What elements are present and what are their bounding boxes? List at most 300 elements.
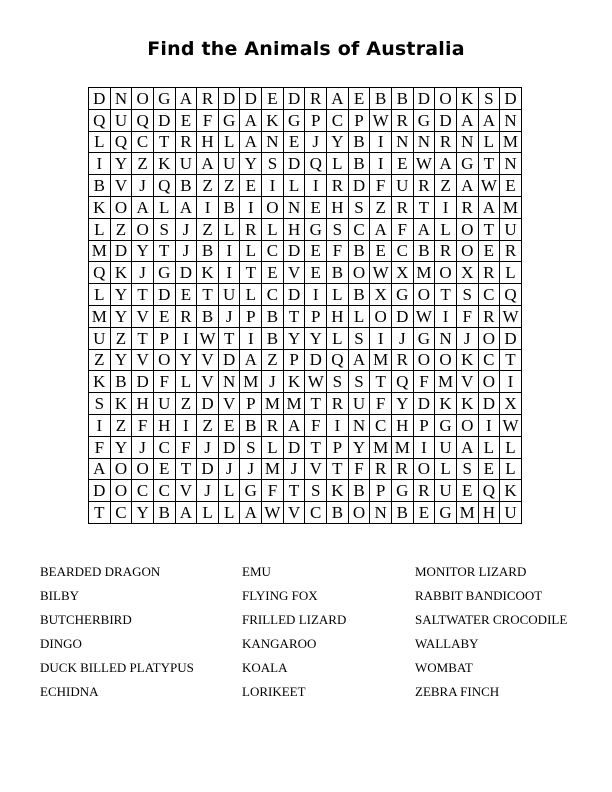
grid-cell: A xyxy=(176,502,198,524)
grid-cell: K xyxy=(262,110,284,132)
grid-cell: A xyxy=(240,132,262,154)
grid-cell: V xyxy=(176,480,198,502)
grid-cell: I xyxy=(370,132,392,154)
grid-cell: R xyxy=(392,110,414,132)
grid-cell: D xyxy=(284,284,306,306)
grid-cell: W xyxy=(414,153,436,175)
grid-cell: L xyxy=(219,480,241,502)
grid-cell: R xyxy=(197,88,219,110)
grid-cell: O xyxy=(349,262,371,284)
grid-cell: L xyxy=(327,284,349,306)
grid-cell: R xyxy=(176,132,198,154)
word-list-item: ECHIDNA xyxy=(40,684,99,699)
grid-cell: R xyxy=(414,480,436,502)
grid-cell: L xyxy=(197,502,219,524)
grid-cell: Y xyxy=(132,241,154,263)
grid-cell: O xyxy=(349,502,371,524)
grid-cell: J xyxy=(132,262,154,284)
grid-cell: Z xyxy=(176,393,198,415)
grid-cell: M xyxy=(414,262,436,284)
grid-cell: A xyxy=(435,153,457,175)
grid-cell: A xyxy=(284,415,306,437)
grid-cell: O xyxy=(132,459,154,481)
grid-cell: B xyxy=(154,502,176,524)
grid-cell: V xyxy=(197,350,219,372)
grid-cell: J xyxy=(262,371,284,393)
grid-cell: S xyxy=(479,88,501,110)
grid-cell: I xyxy=(219,262,241,284)
grid-cell: Q xyxy=(327,350,349,372)
grid-cell: R xyxy=(327,393,349,415)
word-list-item: DINGO xyxy=(40,636,82,651)
grid-cell: O xyxy=(457,241,479,263)
grid-cell: A xyxy=(479,110,501,132)
grid-cell: L xyxy=(240,284,262,306)
grid-cell: N xyxy=(219,371,241,393)
grid-cell: M xyxy=(262,459,284,481)
grid-cell: U xyxy=(111,110,133,132)
grid-cell: R xyxy=(435,241,457,263)
grid-cell: S xyxy=(240,437,262,459)
grid-cell: X xyxy=(457,262,479,284)
grid-cell: Q xyxy=(111,132,133,154)
grid-cell: E xyxy=(392,153,414,175)
grid-cell: V xyxy=(132,306,154,328)
grid-cell: S xyxy=(327,219,349,241)
grid-cell: K xyxy=(111,262,133,284)
grid-cell: B xyxy=(392,88,414,110)
grid-cell: C xyxy=(327,110,349,132)
grid-cell: P xyxy=(305,306,327,328)
grid-cell: T xyxy=(154,132,176,154)
grid-cell: T xyxy=(479,219,501,241)
grid-cell: D xyxy=(197,459,219,481)
grid-cell: M xyxy=(500,197,522,219)
grid-cell: Y xyxy=(392,393,414,415)
word-list-item: KOALA xyxy=(242,660,288,675)
grid-cell: Y xyxy=(240,153,262,175)
grid-cell: W xyxy=(262,502,284,524)
grid-cell: B xyxy=(349,132,371,154)
word-list-column-3 xyxy=(415,562,567,706)
grid-cell: R xyxy=(262,415,284,437)
grid-cell: Q xyxy=(89,110,111,132)
grid-cell: G xyxy=(154,88,176,110)
grid-cell: M xyxy=(392,437,414,459)
grid-cell: R xyxy=(327,175,349,197)
grid-cell: A xyxy=(370,219,392,241)
grid-cell: L xyxy=(500,262,522,284)
word-list-item: SALTWATER CROCODILE xyxy=(415,612,568,627)
grid-cell: K xyxy=(89,371,111,393)
grid-cell: O xyxy=(414,284,436,306)
grid-cell: D xyxy=(284,241,306,263)
grid-cell: E xyxy=(154,459,176,481)
grid-cell: D xyxy=(111,241,133,263)
grid-cell: K xyxy=(457,88,479,110)
grid-cell: L xyxy=(219,219,241,241)
grid-cell: G xyxy=(414,110,436,132)
grid-cell: R xyxy=(457,197,479,219)
grid-cell: M xyxy=(89,306,111,328)
grid-cell: T xyxy=(284,480,306,502)
grid-cell: T xyxy=(132,328,154,350)
grid-cell: Y xyxy=(349,437,371,459)
grid-cell: U xyxy=(435,437,457,459)
grid-cell: K xyxy=(457,393,479,415)
grid-cell: P xyxy=(240,306,262,328)
grid-cell: T xyxy=(284,306,306,328)
grid-cell: Z xyxy=(435,175,457,197)
grid-cell: T xyxy=(479,153,501,175)
grid-cell: R xyxy=(414,175,436,197)
grid-cell: Y xyxy=(111,306,133,328)
grid-cell: C xyxy=(479,284,501,306)
grid-cell: S xyxy=(349,371,371,393)
grid-cell: C xyxy=(154,437,176,459)
grid-cell: O xyxy=(457,415,479,437)
grid-cell: A xyxy=(414,219,436,241)
grid-cell: D xyxy=(392,306,414,328)
grid-cell: H xyxy=(327,306,349,328)
grid-cell: Q xyxy=(392,371,414,393)
grid-cell: D xyxy=(219,88,241,110)
grid-cell: L xyxy=(154,197,176,219)
grid-cell: A xyxy=(197,153,219,175)
grid-cell: R xyxy=(392,459,414,481)
grid-cell: C xyxy=(349,219,371,241)
grid-cell: Y xyxy=(327,132,349,154)
grid-cell: B xyxy=(111,371,133,393)
grid-cell: K xyxy=(284,371,306,393)
grid-cell: S xyxy=(327,371,349,393)
grid-cell: D xyxy=(219,350,241,372)
grid-cell: V xyxy=(457,371,479,393)
grid-cell: F xyxy=(327,241,349,263)
grid-cell: R xyxy=(176,306,198,328)
grid-cell: L xyxy=(219,502,241,524)
grid-cell: G xyxy=(392,284,414,306)
grid-cell: J xyxy=(392,328,414,350)
grid-cell: W xyxy=(500,306,522,328)
grid-cell: G xyxy=(284,110,306,132)
grid-cell: H xyxy=(327,197,349,219)
grid-cell: J xyxy=(305,132,327,154)
grid-cell: I xyxy=(305,284,327,306)
grid-cell: D xyxy=(284,153,306,175)
grid-cell: Q xyxy=(154,175,176,197)
grid-cell: D xyxy=(500,328,522,350)
grid-cell: V xyxy=(111,175,133,197)
grid-cell: U xyxy=(349,393,371,415)
grid-cell: Z xyxy=(197,415,219,437)
grid-cell: E xyxy=(500,175,522,197)
grid-cell: Z xyxy=(132,153,154,175)
word-list-item: RABBIT BANDICOOT xyxy=(415,588,543,603)
grid-cell: C xyxy=(132,480,154,502)
grid-cell: R xyxy=(479,262,501,284)
grid-cell: G xyxy=(305,219,327,241)
grid-cell: K xyxy=(111,393,133,415)
grid-cell: E xyxy=(370,241,392,263)
grid-cell: T xyxy=(305,437,327,459)
grid-cell: M xyxy=(435,371,457,393)
grid-cell: A xyxy=(327,88,349,110)
grid-cell: D xyxy=(89,88,111,110)
grid-cell: T xyxy=(414,197,436,219)
grid-cell: A xyxy=(457,110,479,132)
grid-cell: V xyxy=(132,350,154,372)
grid-cell: D xyxy=(284,437,306,459)
grid-cell: U xyxy=(219,153,241,175)
grid-cell: W xyxy=(414,306,436,328)
grid-cell: J xyxy=(219,306,241,328)
grid-cell: V xyxy=(305,459,327,481)
grid-cell: E xyxy=(479,459,501,481)
grid-cell: B xyxy=(240,415,262,437)
grid-cell: O xyxy=(479,328,501,350)
grid-cell: S xyxy=(305,480,327,502)
grid-cell: F xyxy=(392,219,414,241)
grid-cell: D xyxy=(176,262,198,284)
grid-cell: K xyxy=(197,262,219,284)
grid-cell: E xyxy=(176,110,198,132)
grid-cell: J xyxy=(176,241,198,263)
grid-cell: R xyxy=(392,197,414,219)
grid-cell: I xyxy=(435,197,457,219)
grid-cell: M xyxy=(457,502,479,524)
grid-cell: D xyxy=(197,393,219,415)
grid-cell: I xyxy=(240,328,262,350)
grid-cell: I xyxy=(479,415,501,437)
grid-cell: R xyxy=(240,219,262,241)
grid-cell: L xyxy=(240,241,262,263)
grid-cell: T xyxy=(370,371,392,393)
grid-cell: D xyxy=(240,88,262,110)
grid-cell: J xyxy=(240,459,262,481)
grid-cell: P xyxy=(349,110,371,132)
grid-cell: R xyxy=(370,459,392,481)
grid-cell: S xyxy=(349,328,371,350)
grid-cell: B xyxy=(349,480,371,502)
grid-cell: O xyxy=(414,459,436,481)
word-list-item: FRILLED LIZARD xyxy=(242,612,347,627)
grid-cell: Y xyxy=(111,437,133,459)
grid-cell: A xyxy=(176,88,198,110)
grid-cell: N xyxy=(284,197,306,219)
grid-cell: G xyxy=(435,415,457,437)
grid-cell: L xyxy=(327,153,349,175)
word-list-item: BEARDED DRAGON xyxy=(40,564,161,579)
grid-cell: S xyxy=(154,219,176,241)
grid-cell: A xyxy=(132,197,154,219)
grid-cell: N xyxy=(349,415,371,437)
grid-cell: F xyxy=(305,415,327,437)
word-list-item: ZEBRA FINCH xyxy=(415,684,500,699)
grid-cell: J xyxy=(197,480,219,502)
grid-cell: Z xyxy=(370,197,392,219)
grid-cell: K xyxy=(457,350,479,372)
grid-cell: D xyxy=(305,350,327,372)
grid-cell: K xyxy=(89,197,111,219)
grid-cell: N xyxy=(457,132,479,154)
grid-cell: K xyxy=(327,480,349,502)
word-list-item: LORIKEET xyxy=(242,684,306,699)
grid-cell: T xyxy=(132,284,154,306)
grid-cell: Q xyxy=(305,153,327,175)
grid-cell: T xyxy=(197,284,219,306)
grid-cell: I xyxy=(219,241,241,263)
grid-cell: Z xyxy=(219,175,241,197)
grid-cell: K xyxy=(435,393,457,415)
grid-cell: C xyxy=(262,284,284,306)
grid-cell: B xyxy=(262,328,284,350)
grid-cell: N xyxy=(262,132,284,154)
grid-cell: L xyxy=(327,328,349,350)
grid-cell: F xyxy=(154,371,176,393)
grid-cell: O xyxy=(435,262,457,284)
grid-cell: I xyxy=(176,328,198,350)
grid-cell: F xyxy=(89,437,111,459)
word-list-item: BILBY xyxy=(40,588,79,603)
grid-cell: O xyxy=(479,371,501,393)
grid-cell: D xyxy=(500,88,522,110)
grid-cell: D xyxy=(479,393,501,415)
grid-cell: N xyxy=(414,132,436,154)
grid-cell: T xyxy=(176,459,198,481)
grid-cell: I xyxy=(370,328,392,350)
grid-cell: O xyxy=(262,197,284,219)
grid-cell: L xyxy=(219,132,241,154)
grid-cell: J xyxy=(284,459,306,481)
grid-cell: F xyxy=(370,393,392,415)
grid-cell: Z xyxy=(111,328,133,350)
grid-cell: J xyxy=(197,437,219,459)
grid-cell: H xyxy=(132,393,154,415)
grid-cell: E xyxy=(219,415,241,437)
grid-cell: O xyxy=(111,459,133,481)
grid-cell: L xyxy=(89,132,111,154)
grid-cell: P xyxy=(370,480,392,502)
grid-cell: E xyxy=(305,262,327,284)
grid-cell: G xyxy=(435,502,457,524)
grid-cell: X xyxy=(370,284,392,306)
grid-cell: E xyxy=(414,502,436,524)
grid-cell: L xyxy=(500,437,522,459)
grid-cell: Z xyxy=(111,415,133,437)
grid-cell: C xyxy=(132,132,154,154)
grid-cell: S xyxy=(262,153,284,175)
grid-cell: E xyxy=(457,480,479,502)
grid-cell: E xyxy=(305,197,327,219)
grid-cell: M xyxy=(262,393,284,415)
grid-cell: Y xyxy=(111,284,133,306)
grid-cell: S xyxy=(457,459,479,481)
grid-cell: R xyxy=(500,241,522,263)
grid-cell: B xyxy=(262,306,284,328)
grid-cell: P xyxy=(154,328,176,350)
grid-cell: O xyxy=(414,350,436,372)
grid-cell: M xyxy=(240,371,262,393)
grid-cell: L xyxy=(176,371,198,393)
grid-cell: B xyxy=(176,175,198,197)
grid-cell: R xyxy=(479,306,501,328)
grid-cell: A xyxy=(240,110,262,132)
grid-cell: C xyxy=(262,241,284,263)
grid-cell: G xyxy=(154,262,176,284)
grid-cell: O xyxy=(111,480,133,502)
grid-cell: U xyxy=(435,480,457,502)
word-list-item: MONITOR LIZARD xyxy=(415,564,527,579)
grid-cell: H xyxy=(392,415,414,437)
grid-cell: F xyxy=(262,480,284,502)
grid-cell: D xyxy=(154,110,176,132)
grid-cell: F xyxy=(457,306,479,328)
grid-cell: M xyxy=(89,241,111,263)
grid-cell: I xyxy=(262,175,284,197)
grid-cell: W xyxy=(197,328,219,350)
grid-cell: Y xyxy=(176,350,198,372)
grid-cell: D xyxy=(284,88,306,110)
grid-cell: T xyxy=(219,328,241,350)
grid-cell: L xyxy=(89,219,111,241)
grid-cell: E xyxy=(262,262,284,284)
grid-cell: L xyxy=(500,459,522,481)
grid-cell: B xyxy=(414,241,436,263)
grid-cell: M xyxy=(370,437,392,459)
grid-cell: V xyxy=(219,393,241,415)
grid-cell: P xyxy=(327,437,349,459)
grid-cell: T xyxy=(327,459,349,481)
grid-cell: N xyxy=(392,132,414,154)
grid-cell: Q xyxy=(132,110,154,132)
grid-cell: E xyxy=(479,241,501,263)
grid-cell: I xyxy=(435,306,457,328)
grid-cell: C xyxy=(392,241,414,263)
grid-cell: O xyxy=(370,306,392,328)
grid-cell: Z xyxy=(262,350,284,372)
grid-cell: Y xyxy=(305,328,327,350)
grid-cell: C xyxy=(370,415,392,437)
grid-cell: U xyxy=(176,153,198,175)
grid-cell: I xyxy=(327,415,349,437)
grid-cell: X xyxy=(500,393,522,415)
grid-cell: B xyxy=(89,175,111,197)
grid-cell: Z xyxy=(197,175,219,197)
grid-cell: I xyxy=(197,197,219,219)
grid-cell: N xyxy=(435,328,457,350)
grid-cell: O xyxy=(132,88,154,110)
grid-cell: M xyxy=(500,132,522,154)
grid-cell: Y xyxy=(111,350,133,372)
grid-cell: D xyxy=(349,175,371,197)
grid-cell: P xyxy=(414,415,436,437)
grid-cell: H xyxy=(154,415,176,437)
grid-cell: T xyxy=(240,262,262,284)
grid-cell: M xyxy=(370,350,392,372)
grid-cell: I xyxy=(370,153,392,175)
grid-cell: A xyxy=(176,197,198,219)
grid-cell: O xyxy=(154,350,176,372)
grid-cell: X xyxy=(392,262,414,284)
grid-cell: H xyxy=(197,132,219,154)
grid-cell: A xyxy=(479,197,501,219)
grid-cell: D xyxy=(414,88,436,110)
grid-cell: O xyxy=(111,197,133,219)
grid-cell: B xyxy=(197,241,219,263)
grid-cell: A xyxy=(349,350,371,372)
grid-cell: L xyxy=(262,437,284,459)
